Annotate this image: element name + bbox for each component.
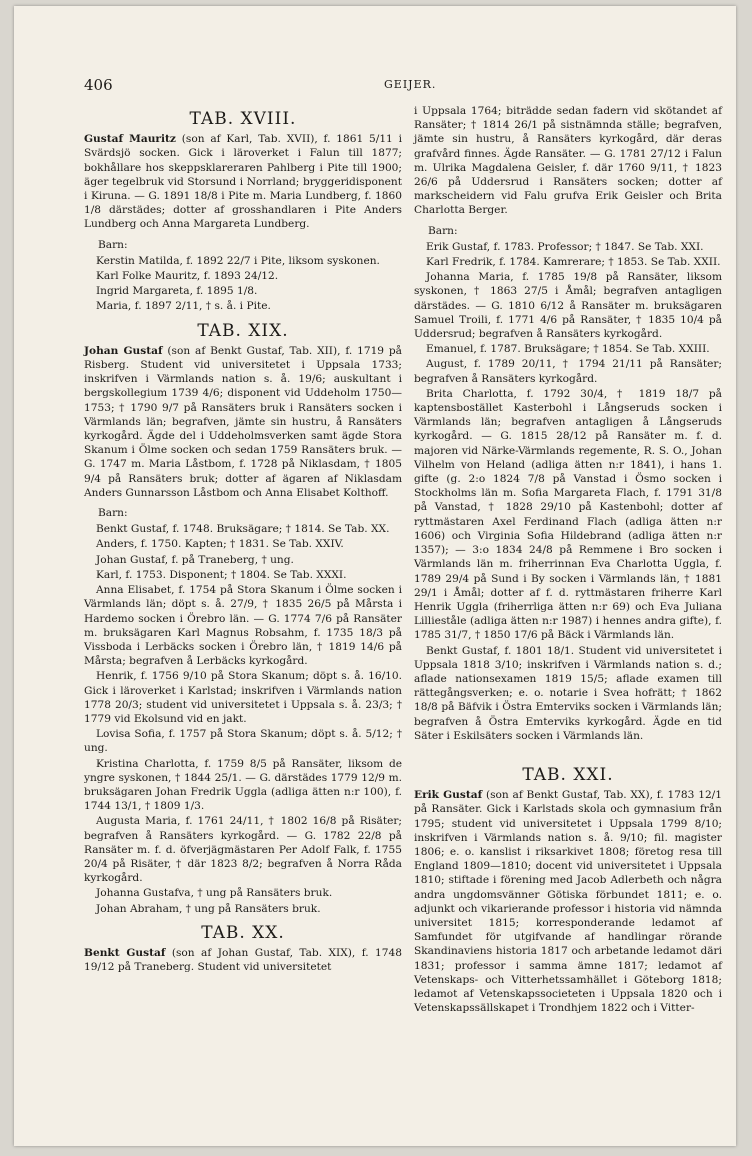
child-entry: Brita Charlotta, f. 1792 30/4, † 1819 18/7 på kaptensbostället Kasterbohl i Långseruds socken i Värmlands län; begrafven antagligen å Långseruds kyrkogård. — G. 1815 28/12 på Ransäter m. f. d. majoren vid Närke-Värmlands regemente, R. S. O., Johan Vilhelm von Heland (adliga ätten n:r 1841), i hans 1. gifte (g. 2:o 1824 7/8 på Vanstad i Ösmo socken i Stockholms län m. Sofia Margareta Flach, f. 1791 31/8 på Vanstad, † 1828 29/10 på Kastenbohl; dotter af ryttmästaren Axel Ferdinand Flach (adliga ätten n:r 1606) och Virginia Sofia Hildebrand (adliga ätten n:r 1357); — 3:o 1834 24/8 på Remmene i Bro socken i Värmlands län m. friherrinnan Eva Charlotta Uggla, f. 1789 29/4 på Sund i By socken i Värmlands län, † 1881 29/1 i Åmål; dotter af f. d. ryttmästaren friherre Karl Henrik Uggla (friherrliga ätten n:r 69) och Eva Juliana Lillieståle (adliga ätten n:r 1987) i hennes andra gifte), f. 1785 31/7, † 1850 17/6 på Bäck i Värmlands län. — [414, 387, 722, 642]
section-heading-tab19: TAB. XIX. — [197, 320, 289, 341]
section-spacer — [414, 744, 722, 758]
person-name: Benkt Gustaf — [84, 946, 166, 959]
child-entry: Benkt Gustaf, f. 1748. Bruksägare; † 1814. Se Tab. XX. — [96, 523, 390, 536]
tab21-intro — [414, 788, 722, 1015]
barn-label: Barn: — [98, 507, 128, 520]
person-name: Gustaf Mauritz — [84, 133, 176, 146]
child-entry: Karl Fredrik, f. 1784. Kamrerare; † 1853. Se Tab. XXII. — [426, 256, 721, 269]
child-entry: Anders, f. 1750. Kapten; † 1831. Se Tab. XXIV. — [96, 538, 344, 551]
child-entry: Johanna Maria, f. 1785 19/8 på Ransäter, liksom syskonen, † 1863 27/5 i Åmål; begrafven antagligen därstädes. — G. 1810 6/12 å Ransäter m. bruksägaren Samuel Troili, f. 1771 4/6 på Ransäter, † 1835 10/4 på Uddersrud; begrafven å Ransäters kyrkogård. — [414, 271, 722, 341]
child-entry: Johanna Gustafva, † ung på Ransäters bruk. — [96, 887, 333, 900]
tab20-continuation: i Uppsala 1764; biträdde sedan fadern vid skötandet af Ransäter; † 1814 26/1 på sistnämnda ställe; begrafven, jämte sin hustru, å Ransäters kyrkogård, där deras grafvård finnes. Ägde Ransäter. — G. 1781 27/12 i Falun m. Ulrika Magdalena Geisler, f. där 1760 9/11, † 1823 26/6 på Uddersrud i Ransäters socken; dotter af markscheidern vid Falu grufva Erik Geisler och Brita Charlotta Berger. — [414, 105, 722, 217]
tab18-intro-text: (son af Karl, Tab. XVII), f. 1861 5/11 i Svärdsjö socken. Gick i läroverket i Falun till 1877; bokhållare hos skeppsklareraren Pahlberg i Pite till 1900; äger tegelbruk vid Storsund i Norrland; bryggeridisponent i Kiruna. — G. 1891 18/8 i Pite m. Maria Lundberg, f. 1860 1/8 därstädes; dotter af grosshandlaren i Pite Anders Lundberg och Anna Margareta Lundberg. — [84, 133, 402, 231]
child-entry: Erik Gustaf, f. 1783. Professor; † 1847. Se Tab. XXI. — [426, 240, 704, 253]
running-title: GEIJER. — [384, 78, 437, 91]
child-entry: Henrik, f. 1756 9/10 på Stora Skanum; döpt s. å. 16/10. Gick i läroverket i Karlstad; inskrifven i Värmlands nation 1778 20/3; student vid universitetet i Uppsala s. å. 23/3; † 1779 vid Ekolsund vid en jakt. — [84, 670, 402, 725]
child-entry: Ingrid Margareta, f. 1895 1/8. — [96, 285, 258, 298]
child-entry: Kristina Charlotta, f. 1759 8/5 på Ransäter, liksom de yngre syskonen, † 1844 25/1. — G. därstädes 1779 12/9 m. bruksägaren Johan Fredrik Uggla (adliga ätten n:r 100), f. 1744 13/1, † 1809 1/3. — [84, 757, 402, 813]
page-number: 406 — [84, 76, 113, 94]
child-entry: Johan Abraham, † ung på Ransäters bruk. — [96, 902, 321, 915]
child-entry: Maria, f. 1897 2/11, † s. å. i Pite. — [96, 300, 271, 313]
section-heading-tab21: TAB. XXI. — [522, 764, 614, 785]
child-entry: Kerstin Matilda, f. 1892 22/7 i Pite, liksom syskonen. — [96, 254, 380, 267]
person-name: Johan Gustaf — [84, 344, 163, 357]
child-entry: Augusta Maria, f. 1761 24/11, † 1802 16/8 på Risäter; begrafven å Ransäters kyrkogård. — G. 1782 22/8 på Ransäter m. f. d. öfverjägmästaren Per Adolf Falk, f. 1755 20/4 på Risäter, † där 1823 8/2; begrafven å Norra Råda kyrkogård. — [84, 815, 402, 885]
section-heading-tab18: TAB. XVIII. — [189, 109, 297, 129]
child-entry: Benkt Gustaf, f. 1801 18/1. Student vid universitetet i Uppsala 1818 3/10; inskrifven i Värmlands nation s. d.; aflade nationsexamen 1819 15/5; aflade examen till rättegångsverken; e. o. notarie i Svea hofrätt; † 1862 18/8 på Bäfvik i Östra Emterviks socken i Värmlands län; begrafven å Östra Emterviks kyrkogård. Ägde en tid Säter i Eskilsäters socken i Värmlands län. — [414, 644, 722, 742]
child-entry: Karl, f. 1753. Disponent; † 1804. Se Tab. XXXI. — [96, 568, 347, 581]
child-entry: Anna Elisabet, f. 1754 på Stora Skanum i Ölme socken i Värmlands län; döpt s. å. 27/9, † 1835 26/5 på Mårsta i Hardemo socken i Örebro län. — G. 1774 7/6 på Ransäter m. bruksägaren Karl Magnus Robsahm, f. 1735 18/3 på Vissboda i Lerbäcks socken i Örebro län, † 1819 14/6 på Mårsta; begrafven å Lerbäcks kyrkogård. — [84, 584, 402, 668]
section-heading-tab20: TAB. XX. — [201, 922, 285, 943]
barn-label: Barn: — [428, 224, 458, 237]
child-entry: August, f. 1789 20/11, † 1794 21/11 på Ransäter; begrafven å Ransäters kyrkogård. — [414, 358, 722, 385]
person-name: Erik Gustaf — [414, 789, 483, 802]
child-entry: Karl Folke Mauritz, f. 1893 24/12. — [96, 270, 279, 283]
left-column — [84, 104, 402, 975]
right-column — [414, 104, 722, 1016]
tab19-intro — [84, 344, 402, 500]
child-entry: Johan Gustaf, f. på Traneberg, † ung. — [96, 553, 294, 566]
tab18-intro — [84, 132, 402, 231]
child-entry: Lovisa Sofia, f. 1757 på Stora Skanum; döpt s. å. 5/12; † ung. — [84, 728, 402, 755]
book-page — [14, 6, 736, 1146]
tab20-intro — [84, 946, 402, 974]
tab21-intro-text: (son af Benkt Gustaf, Tab. XX), f. 1783 12/1 på Ransäter. Gick i Karlstads skola och gymnasium från 1795; student vid universitetet i Uppsala 1799 8/10; inskrifven i Värmlands nation s. å. 9/10; fil. magister 1806; e. o. kanslist i riksarkivet 1808; företog resa till England 1809—1810; docent vid universitetet i Uppsala 1810; stiftade i förening med Jacob Adlerbeth och några andra ungdomsvänner Götiska förbundet 1811; e. o. adjunkt och vikarierande professor i historia vid nämnda universitet 1815; korresponderande ledamot af Samfundet för utgifvande af handlingar rörande Skandinaviens historia 1817 och arbetande ledamot däri 1831; professor i samma ämne 1817; ledamot af Vetenskaps- och Vitterhetssamhället i Göteborg 1818; ledamot af Vetenskapssocieteten i Uppsala 1820 och i Vetenskapssällskapet i Trondhjem 1822 och i Vitter- — [414, 789, 722, 1015]
barn-label: Barn: — [98, 238, 128, 251]
tab20-intro-text: (son af Johan Gustaf, Tab. XIX), f. 1748 19/12 på Traneberg. Student vid universitetet — [84, 946, 403, 974]
page-header — [84, 76, 696, 98]
child-entry: Emanuel, f. 1787. Bruksägare; † 1854. Se Tab. XXIII. — [426, 343, 710, 356]
tab19-intro-text: (son af Benkt Gustaf, Tab. XII), f. 1719 på Risberg. Student vid universitetet i Uppsala 1733; inskrifven i Värmlands nation s. å. 19/6; auskultant i bergskollegium 1739 4/6; disponent vid Uddeholm 1750—1753; † 1790 9/7 på Ransäters bruk i Ransäters socken i Värmlands län; begrafven, jämte sin hustru, å Ransäters kyrkogård. Ägde del i Uddeholmsverken samt ägde Stora Skanum i Ölme socken och sedan 1759 Ransäters bruk. — G. 1747 m. Maria Låstbom, f. 1728 på Niklasdam, † 1805 9/4 på Ransäters bruk; dotter af ägaren af Niklasdam Anders Gunnarsson Låstbom och Anna Elisabet Kolthoff. — [84, 344, 402, 499]
